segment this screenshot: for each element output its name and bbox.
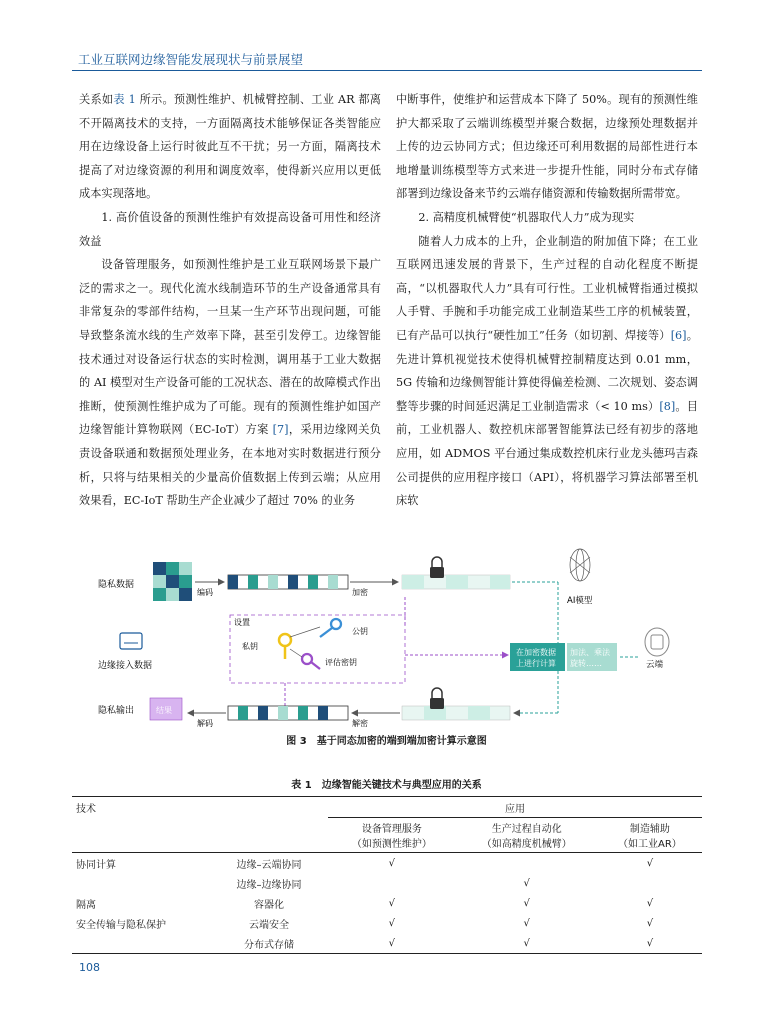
lock-icon xyxy=(430,557,444,578)
edge-device-icon xyxy=(120,633,142,649)
left-subheading: 1. 高价值设备的预测性维护有效提高设备可用性和经济效益 xyxy=(79,210,381,248)
operations-box xyxy=(567,643,617,671)
ops-line1: 加法、乘法 xyxy=(570,648,610,657)
citation-8[interactable]: [8] xyxy=(659,399,676,413)
header-tech: 技术 xyxy=(72,797,210,818)
public-key-icon xyxy=(320,619,341,637)
private-key-label: 私钥 xyxy=(242,642,258,651)
decoded-strip xyxy=(228,706,348,720)
edge-input-label: 边缘接入数据 xyxy=(98,661,153,671)
encode-label: 编码 xyxy=(197,588,213,597)
compute-line1: 在加密数据 xyxy=(516,648,556,657)
right-column xyxy=(396,88,698,513)
left-paragraph-3: 设备管理服务，如预测性维护是工业互联网场景下最广泛的需求之一。现代化流水线制造环节的生产设备通常具有非常复杂的零部件结构，一旦某一生产环节出现问题，可能导致整条流水线的生产效率下降，甚至引发停工。边缘智能技术通过对设备运行状态的实时检测，调用基于工业大数据的 AI 模型对生产设备可能的工况状态、潜在的故障模式作出推断，使预测性维护成为了可能。现有的预测性维护如国产边缘智能计算物联网（EC-IoT）方案 [7]，采用边缘网关负责设备联通和数据预处理业务，在本地对实时数据进行预分析，只将与结果相关的少量高价值数据上传到云端；从应用效果看，EC-IoT 帮助生产企业减少了超过 70% 的业务 xyxy=(79,258,381,508)
public-key-label: 公钥 xyxy=(352,627,368,636)
cloud-label: 云端 xyxy=(646,660,664,670)
decrypt-label: 解密 xyxy=(352,719,368,728)
compute-line2: 上进行计算 xyxy=(516,659,556,668)
col2-header: 生产过程自动化 （如高精度机械臂） xyxy=(456,818,598,853)
private-key-icon xyxy=(279,634,291,659)
table-row: 边缘–边缘协同 √ xyxy=(236,877,530,891)
encrypt-label: 加密 xyxy=(352,588,368,597)
encrypted-strip xyxy=(402,575,510,589)
result-doc-icon xyxy=(150,698,182,720)
ai-model-label: AI模型 xyxy=(567,596,593,606)
table-row: 分布式存储 √ √ √ xyxy=(72,933,702,954)
figure-caption: 图 3 基于同态加密的端到端加密计算示意图 xyxy=(286,736,487,747)
ai-model-icon xyxy=(570,549,590,581)
left-column xyxy=(79,88,381,513)
figure-3-diagram xyxy=(80,545,700,745)
private-output-label: 隐私输出 xyxy=(98,706,135,716)
table-1 xyxy=(72,796,702,954)
result-encrypted-strip xyxy=(402,706,510,720)
private-data-label: 隐私数据 xyxy=(98,580,135,590)
result-label: 结果 xyxy=(156,706,172,715)
left-paragraph-1: 关系如表 1 所示。预测性维护、机械臂控制、工业 AR 都离不开隔离技术的支持，一方面隔离技术能够保证各类智能应用在边缘设备上运行时彼此互不干扰；另一方面，隔离技术提高了对边缘资源的利用和调度效率，使得新兴应用以更低成本实现落地。 xyxy=(79,93,381,201)
table-row: 隔离 容器化 √ √ √ xyxy=(76,897,654,911)
ops-line2: 旋转…… xyxy=(570,659,602,668)
eval-key-icon xyxy=(302,654,320,669)
header-rule xyxy=(72,70,702,71)
settings-label: 设置 xyxy=(234,618,250,627)
running-header: 工业互联网边缘智能发展现状与前景展望 xyxy=(78,52,304,67)
decode-label: 解码 xyxy=(197,719,213,728)
table-caption: 表 1 边缘智能关键技术与典型应用的关系 xyxy=(291,780,482,791)
col3-header: 制造辅助 （如工业AR） xyxy=(598,818,702,853)
private-data-grid xyxy=(153,562,192,601)
header-app: 应用 xyxy=(328,797,702,818)
table-ref-link[interactable]: 表 1 xyxy=(113,93,136,106)
table-row: 安全传输与隐私保护 云端安全 √ √ √ xyxy=(76,917,654,931)
table-header-row-1 xyxy=(72,797,702,818)
right-paragraph-1: 中断事件，使维护和运营成本下降了 50%。现有的预测性维护大都采取了云端训练模型并聚合数据，边缘预处理数据并上传的边云协同方式；但边缘还可利用数据的局部性进行本地增量训练模型等方式来进一步提升性能，同时分布式存储部署到边缘设备来节约云端存储资源和传输数据所需带宽。 xyxy=(396,93,698,201)
eval-key-label: 评估密钥 xyxy=(325,658,357,667)
col1-header: 设备管理服务 （如预测性维护） xyxy=(328,818,456,853)
cloud-server-icon xyxy=(645,628,669,656)
right-paragraph-3: 随着人力成本的上升，企业制造的附加值下降；在工业互联网迅速发展的背景下，生产过程的自动化程度不断提高，“以机器取代人力”具有可行性。工业机械臂指通过模拟人手臂、手腕和手功能完成工业制造某些工序的机械装置，已有产品可以执行“硬性加工”任务（如切割、焊接等）[6]。先进计算机视觉技术使得机械臂控制精度达到 0.01 mm，5G 传输和边缘侧智能计算使得偏差检测、二次规划、姿态调整等步骤的时间延迟满足工业制造需求（< 10 ms）[8]。目前，工业机器人、数控机床部署智能算法已经有初步的落地应用，如 ADMOS 平台通过集成数控机床行业龙头德玛吉森公司提供的应用程序接口（API），将机器学习算法部署至机床软 xyxy=(396,234,698,508)
right-subheading: 2. 高精度机械臂使“机器取代人力”成为现实 xyxy=(418,210,635,224)
citation-6[interactable]: [6] xyxy=(670,328,687,342)
encrypted-compute-box xyxy=(510,643,565,671)
citation-7[interactable]: [7] xyxy=(272,423,289,437)
table-row: 协同计算 边缘–云端协同 √ √ xyxy=(76,857,654,871)
table-header-row-2 xyxy=(72,818,702,853)
page-number: 108 xyxy=(79,961,100,974)
encoded-strip xyxy=(228,575,348,589)
lock-icon-bottom xyxy=(430,688,444,709)
